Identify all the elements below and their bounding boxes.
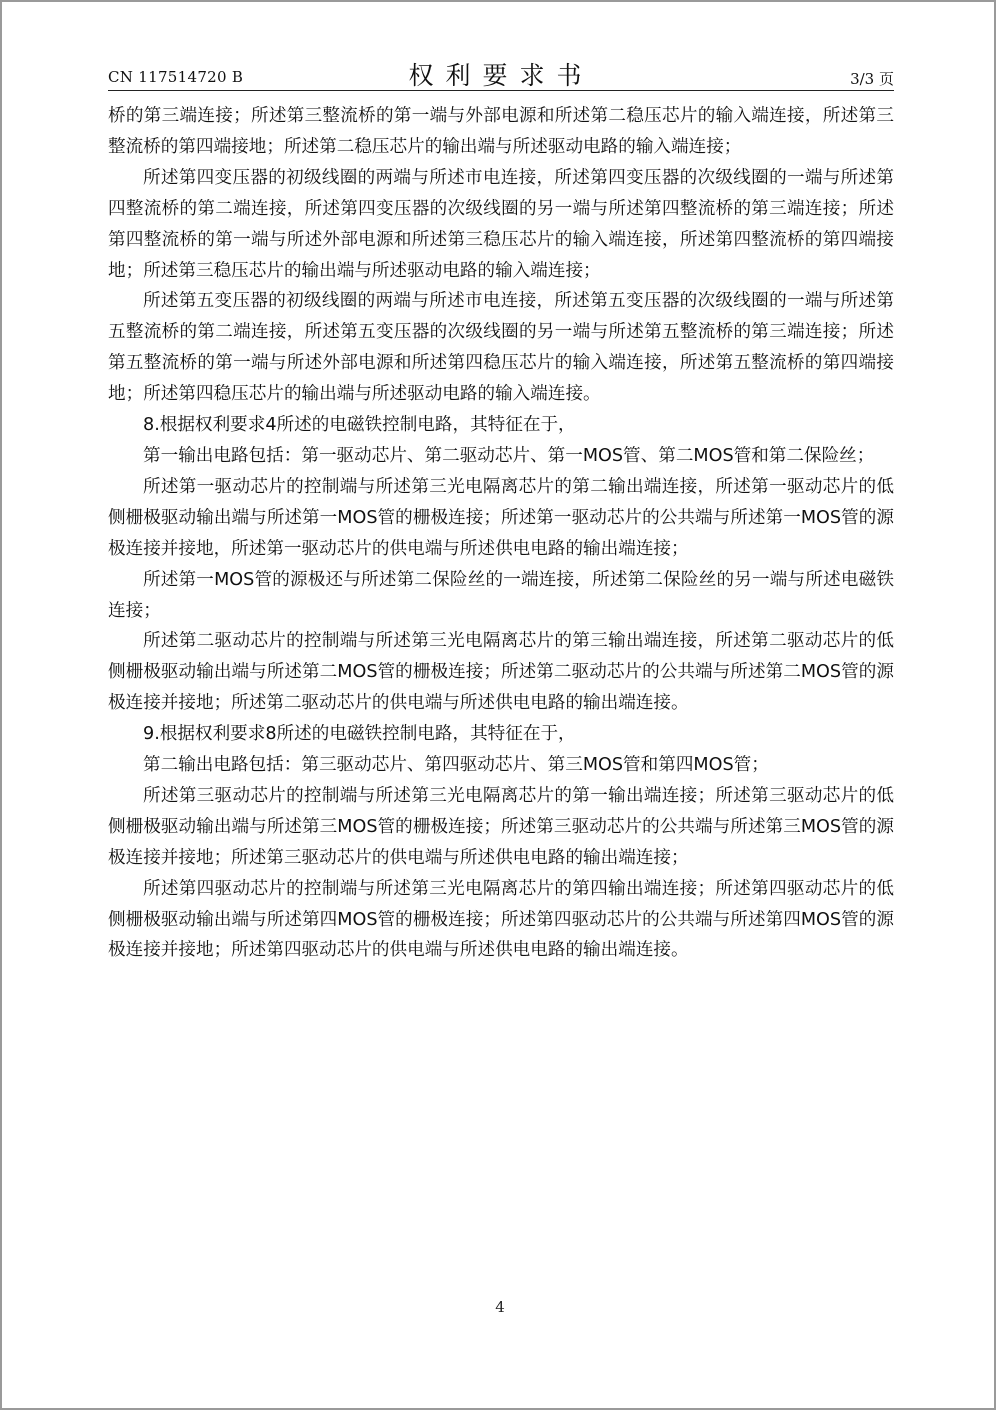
claim-paragraph: 所述第一MOS管的源极还与所述第二保险丝的一端连接，所述第二保险丝的另一端与所述电磁铁连接； bbox=[108, 569, 894, 621]
claims-body bbox=[108, 101, 894, 966]
page-header bbox=[108, 58, 894, 91]
claim-paragraph: 第一输出电路包括：第一驱动芯片、第二驱动芯片、第一MOS管、第二MOS管和第二保险丝； bbox=[143, 445, 875, 466]
claim-paragraph: 第二输出电路包括：第三驱动芯片、第四驱动芯片、第三MOS管和第四MOS管； bbox=[143, 755, 769, 776]
claim-paragraph: 所述第五变压器的初级线圈的两端与所述市电连接，所述第五变压器的次级线圈的一端与所述第五整流桥的第二端连接，所述第五变压器的次级线圈的另一端与所述第五整流桥的第三端连接；所述第五整流桥的第一端与所述外部电源和所述第四稳压芯片的输入端连接，所述第五整流桥的第四端接地；所述第四稳压芯片的输出端与所述驱动电路的输入端连接。 bbox=[108, 291, 894, 405]
claim-paragraph: 所述第四变压器的初级线圈的两端与所述市电连接，所述第四变压器的次级线圈的一端与所述第四整流桥的第二端连接，所述第四变压器的次级线圈的另一端与所述第四整流桥的第三端连接；所述第四整流桥的第一端与所述外部电源和所述第三稳压芯片的输入端连接，所述第四整流桥的第四端接地；所述第三稳压芯片的输出端与所述驱动电路的输入端连接； bbox=[108, 167, 894, 281]
document-title: 权利要求书 bbox=[408, 61, 594, 90]
publication-number: CN 117514720 B bbox=[108, 68, 244, 86]
claim-paragraph: 所述第一驱动芯片的控制端与所述第三光电隔离芯片的第二输出端连接，所述第一驱动芯片的低侧栅极驱动输出端与所述第一MOS管的栅极连接；所述第一驱动芯片的公共端与所述第一MOS管的源极连接并接地，所述第一驱动芯片的供电端与所述供电电路的输出端连接； bbox=[108, 476, 894, 559]
claim-8-heading: 8.根据权利要求4所述的电磁铁控制电路，其特征在于， bbox=[143, 415, 576, 436]
claim-paragraph: 所述第四驱动芯片的控制端与所述第三光电隔离芯片的第四输出端连接；所述第四驱动芯片的低侧栅极驱动输出端与所述第四MOS管的栅极连接；所述第四驱动芯片的公共端与所述第四MOS管的源极连接并接地；所述第四驱动芯片的供电端与所述供电电路的输出端连接。 bbox=[108, 878, 894, 961]
claim-9-heading: 9.根据权利要求8所述的电磁铁控制电路，其特征在于， bbox=[143, 724, 576, 745]
claim-paragraph-continued: 桥的第三端连接；所述第三整流桥的第一端与外部电源和所述第二稳压芯片的输入端连接，所述第三整流桥的第四端接地；所述第二稳压芯片的输出端与所述驱动电路的输入端连接； bbox=[108, 106, 894, 157]
claim-paragraph: 所述第二驱动芯片的控制端与所述第三光电隔离芯片的第三输出端连接，所述第二驱动芯片的低侧栅极驱动输出端与所述第二MOS管的栅极连接；所述第二驱动芯片的公共端与所述第二MOS管的源极连接并接地；所述第二驱动芯片的供电端与所述供电电路的输出端连接。 bbox=[108, 631, 894, 714]
page-number: 4 bbox=[495, 1298, 505, 1316]
page-indicator: 3/3 页 bbox=[850, 70, 894, 88]
claim-paragraph: 所述第三驱动芯片的控制端与所述第三光电隔离芯片的第一输出端连接；所述第三驱动芯片的低侧栅极驱动输出端与所述第三MOS管的栅极连接；所述第三驱动芯片的公共端与所述第三MOS管的源极连接并接地；所述第三驱动芯片的供电端与所述供电电路的输出端连接； bbox=[108, 785, 894, 868]
